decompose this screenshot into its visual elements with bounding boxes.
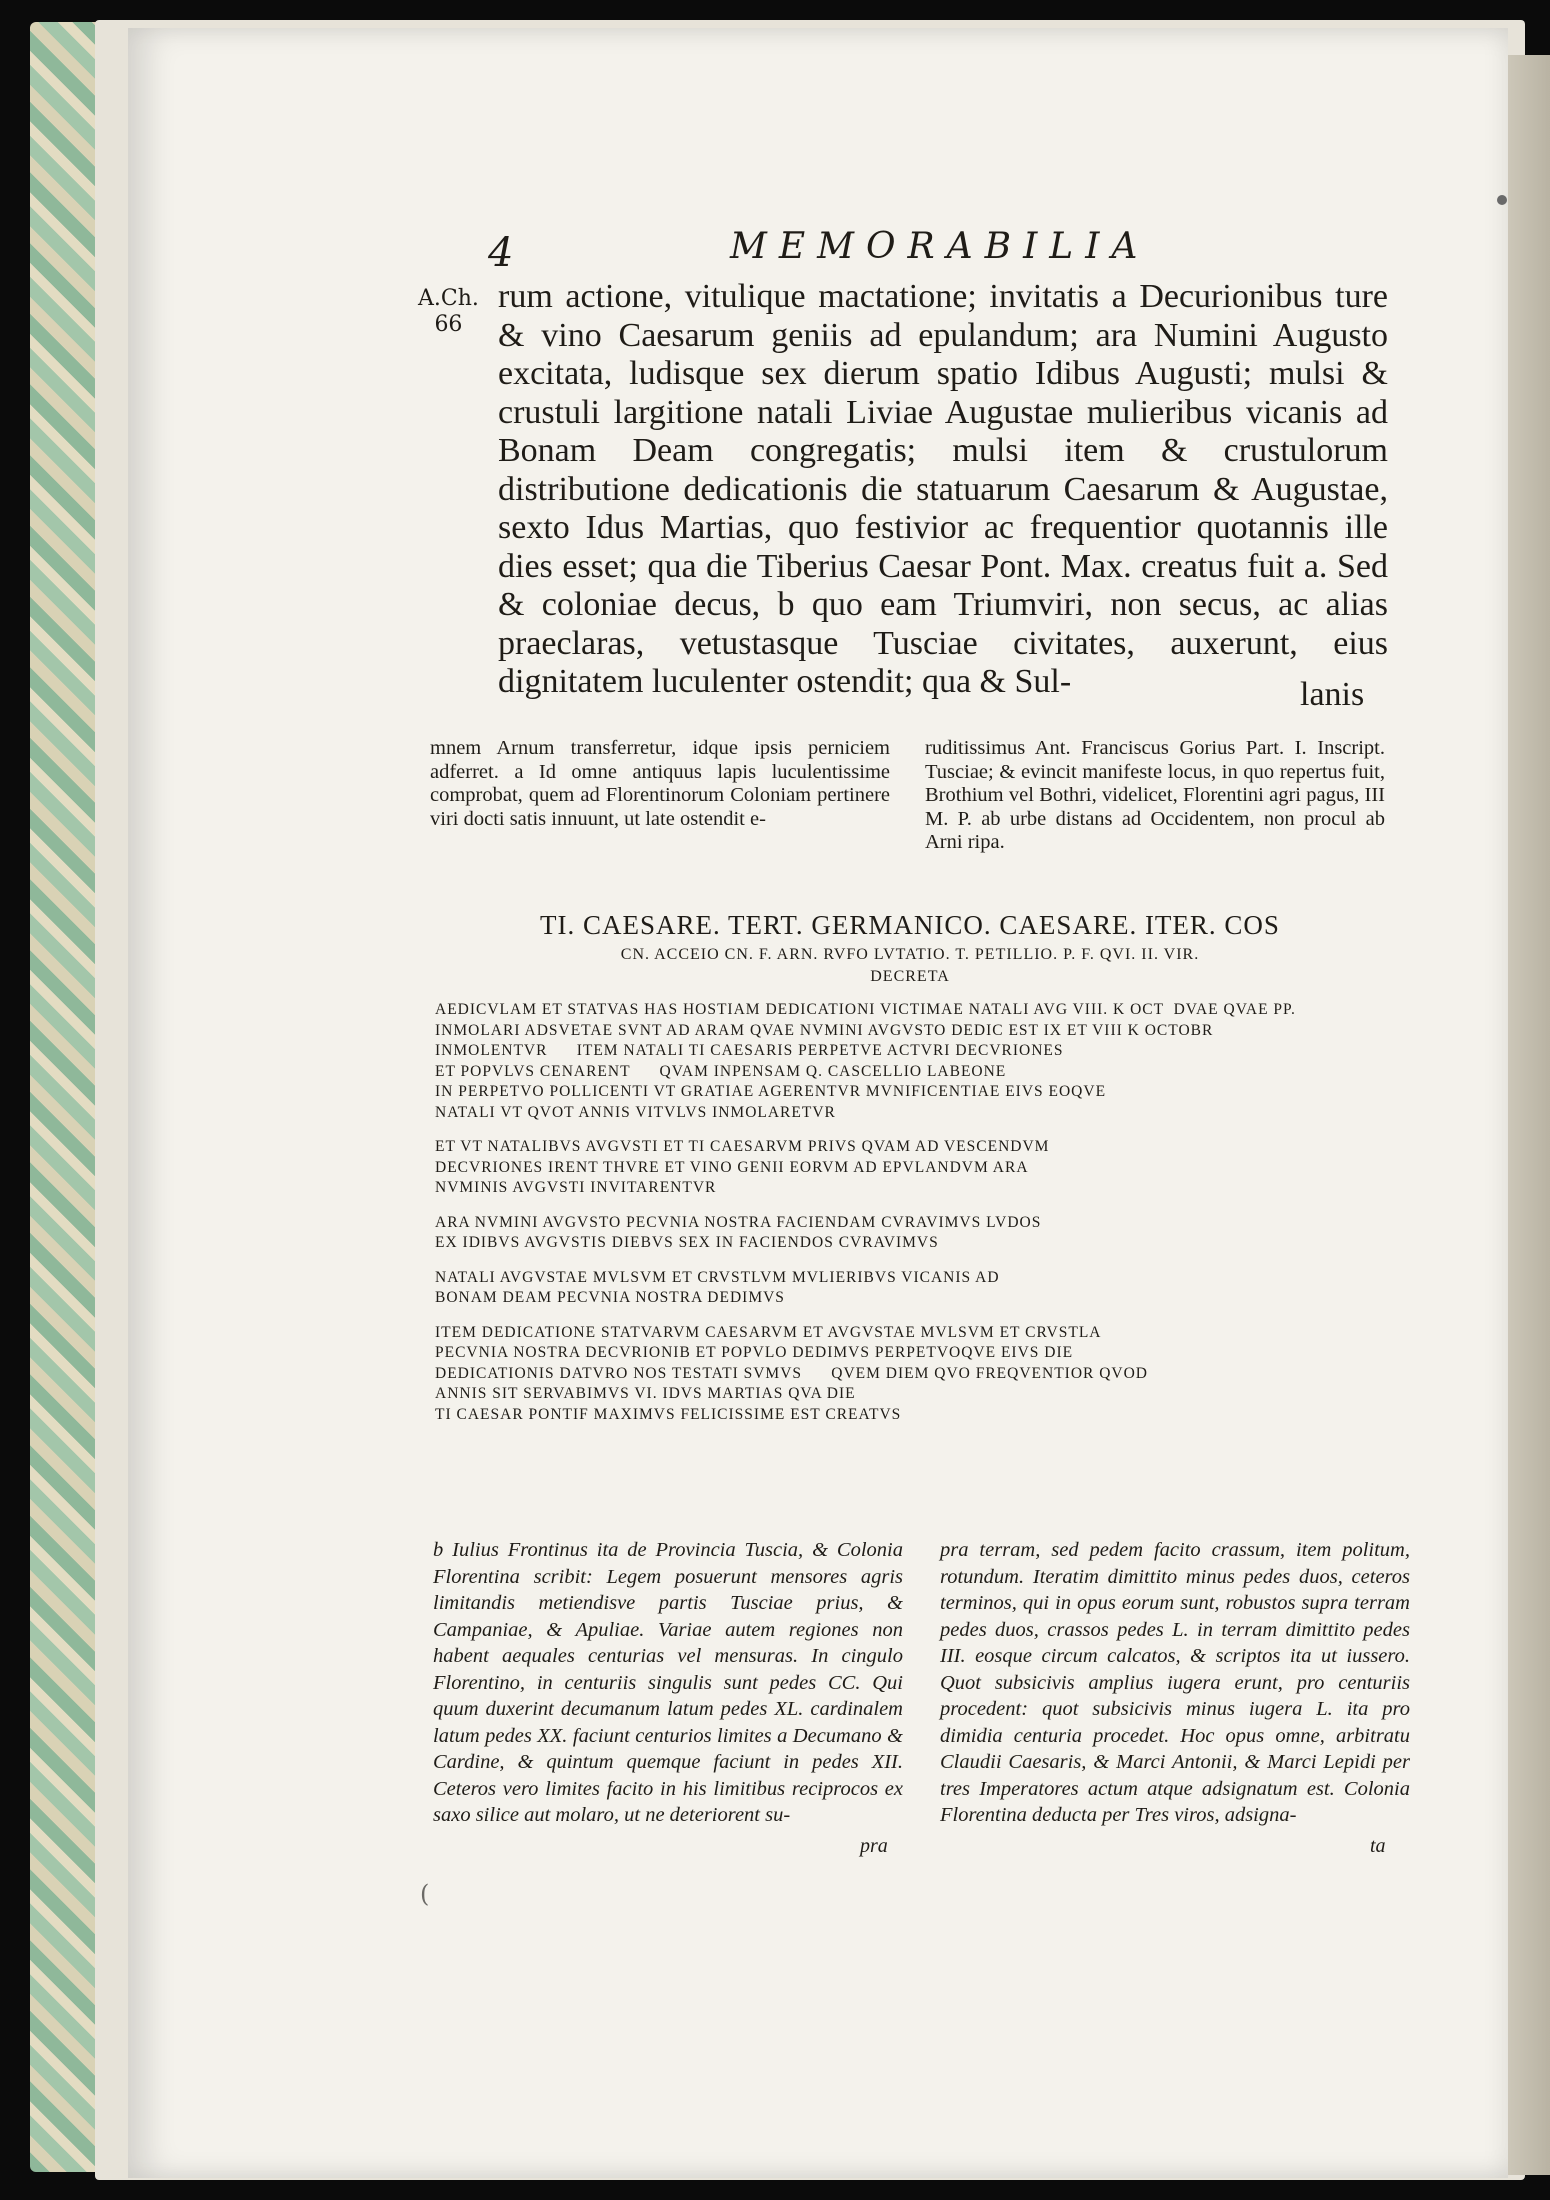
inscription-line: ET VT NATALIBVS AVGVSTI ET TI CAESARVM PRIVS QVAM AD VESCENDVM [435,1138,1050,1155]
footnote-text: ruditissimus Ant. Franciscus Gorius Part. I. Inscript. Tusciae; & evincit manifeste locus, in quo repertus fuit, Brothium vel Bothri, videlicet, Florentini agri pagus, III M. P. ab urbe distans ad Occidentem, non procul ab Arni ripa. [925,737,1385,853]
inscription-line: INMOLARI ADSVETAE SVNT AD ARAM QVAE NVMINI AVGVSTO DEDIC EST IX ET VIII K OCTOBR [435,1021,1214,1039]
footnote-catchword-left: pra [860,1835,888,1857]
inscription-line: AEDICVLAM ET STATVAS HAS HOSTIAM DEDICATIONI VICTIMAE NATALI AVG VIII. K OCT DVAE QVAE PP. [435,1001,1296,1018]
main-text-block [498,278,1388,702]
inscription-line: NATALI VT QVOT ANNIS VITVLVS INMOLARETVR [435,1103,836,1121]
footnote-a-left [430,737,890,831]
page-number: 4 [488,230,514,276]
footnote-b-left [433,1537,903,1829]
inscription-block [435,1000,1395,1123]
binding-hole [1497,195,1507,205]
inscription-body [435,1000,1395,1439]
footnote-a-right [925,737,1385,855]
inscription-block [435,1323,1395,1426]
inscription-line: TI CAESAR PONTIF MAXIMVS FELICISSIME EST CREATVS [435,1405,902,1423]
inscription-subtitle: CN. ACCEIO CN. F. ARN. RVFO LVTATIO. T. PETILLIO. P. F. QVI. II. VIR. [620,946,1200,963]
inscription-block [435,1268,1395,1309]
running-title: MEMORABILIA [730,226,1150,267]
footnote-text: pra terram, sed pedem facito crassum, item politum, rotundum. Iteratim dimittito minus pedes duos, ceteros terminos, qui in opus eorum sunt, robustos supra terram pedes duos, crassos pedes L. in terram dimittito pedes III. eosque circum calcatos, & scriptos ita ut iussero. Quot subsicivis amplius iugera erunt, pro centuriis procedent: quot subsicivis minus iugera L. ita pro dimidia centuria procedet. Hoc opus omne, arbitratu Claudii Caesaris, & Marci Antonii, & Marci Lepidi per tres Imperatores actum atque adsignatum est. Colonia Florentina deducta per Tres viros, adsigna- [940,1539,1410,1826]
inscription-line: ANNIS SIT SERVABIMVS VI. IDVS MARTIAS QVA DIE [435,1385,856,1402]
footnote-catchword-right: ta [1370,1835,1386,1857]
margin-note [418,286,479,338]
inscription-line: IN PERPETVO POLLICENTI VT GRATIAE AGERENTVR MVNIFICENTIAE EIVS EOQVE [435,1083,1107,1100]
inscription-title: TI. CAESARE. TERT. GERMANICO. CAESARE. ITER. COS [540,910,1280,940]
inscription-line: ITEM DEDICATIONE STATVARVM CAESARVM ET AVGVSTAE MVLSVM ET CRVSTLA [435,1323,1102,1341]
inscription-line: PECVNIA NOSTRA DECVRIONIB ET POPVLO DEDIMVS PERPETVOQVE EIVS DIE [435,1344,1074,1361]
inscription-line: BONAM DEAM PECVNIA NOSTRA DEDIMVS [435,1289,785,1306]
margin-year: 66 [434,312,463,337]
main-paragraph: rum actione, vitulique mactatione; invitatis a Decurionibus ture & vino Caesarum geniis ad epulandum; ara Numini Augusto excitata, ludisque sex dierum spatio Idibus Augusti; mulsi & crustuli largitione natali Liviae Augustae mulieribus vicanis ad Bonam Deam congregatis; mulsi item & crustulorum distributione dedicationis die statuarum Caesarum & Augustae, sexto Idus Martias, quo festivior ac frequentior quotannis ille dies esset; qua die Tiberius Caesar Pont. Max. creatus fuit a. Sed & coloniae decus, b quo eam Triumviri, non secus, ac alias praeclaras, vetustasque Tusciae civitates, auxerunt, eius dignitatem luculenter ostendit; qua & Sul- [498,278,1388,700]
inscription-decreta: DECRETA [870,968,950,985]
inscription-line: NVMINIS AVGVSTI INVITARENTVR [435,1179,717,1196]
inscription-line: DECVRIONES IRENT THVRE ET VINO GENII EORVM AD EPVLANDVM ARA [435,1158,1029,1176]
footnote-b-right [940,1537,1410,1829]
inscription-block [435,1213,1395,1254]
inscription-line: ARA NVMINI AVGVSTO PECVNIA NOSTRA FACIENDAM CVRAVIMVS LVDOS [435,1213,1042,1231]
margin-label: A.Ch. [418,286,479,311]
inscription-line: DEDICATIONIS DATVRO NOS TESTATI SVMVS QVEM DIEM QVO FREQVENTIOR QVOD [435,1364,1149,1382]
footnote-text: mnem Arnum transferretur, idque ipsis perniciem adferret. a Id omne antiquus lapis luculentissime comprobat, quem ad Florentinorum Coloniam pertinere viri docti satis innuunt, ut late ostendit e- [430,737,890,830]
inscription-line: INMOLENTVR ITEM NATALI TI CAESARIS PERPETVE ACTVRI DECVRIONES [435,1042,1064,1059]
inscription-line: EX IDIBVS AVGVSTIS DIEBVS SEX IN FACIENDOS CVRAVIMVS [435,1234,939,1251]
inscription-line: NATALI AVGVSTAE MVLSVM ET CRVSTLVM MVLIERIBVS VICANIS AD [435,1268,1000,1286]
footnote-text: b Iulius Frontinus ita de Provincia Tuscia, & Colonia Florentina scribit: Legem posuerunt mensores agris limitandis metiendisve partis Tusciae prius, & Campaniae, & Apuliae. Variae autem regiones non habent aequales centurias vel mensuras. In cingulo Florentino, in centuriis singulis sunt pedes CC. Qui quum duxerint decumanum latum pedes XL. cardinalem latum pedes XX. faciunt centurios limites a Decumano & Cardine, & quintum quemque faciunt in pedes XII. Ceteros vero limites facito in his limitibus reciprocos ex saxo silice aut molaro, ut ne deteriorent su- [433,1539,903,1826]
inscription-block [435,1137,1395,1199]
ink-mark: ( [420,1880,430,1908]
catchword: lanis [1300,676,1365,713]
inscription-line: ET POPVLVS CENARENT QVAM INPENSAM Q. CASCELLIO LABEONE [435,1062,1007,1080]
